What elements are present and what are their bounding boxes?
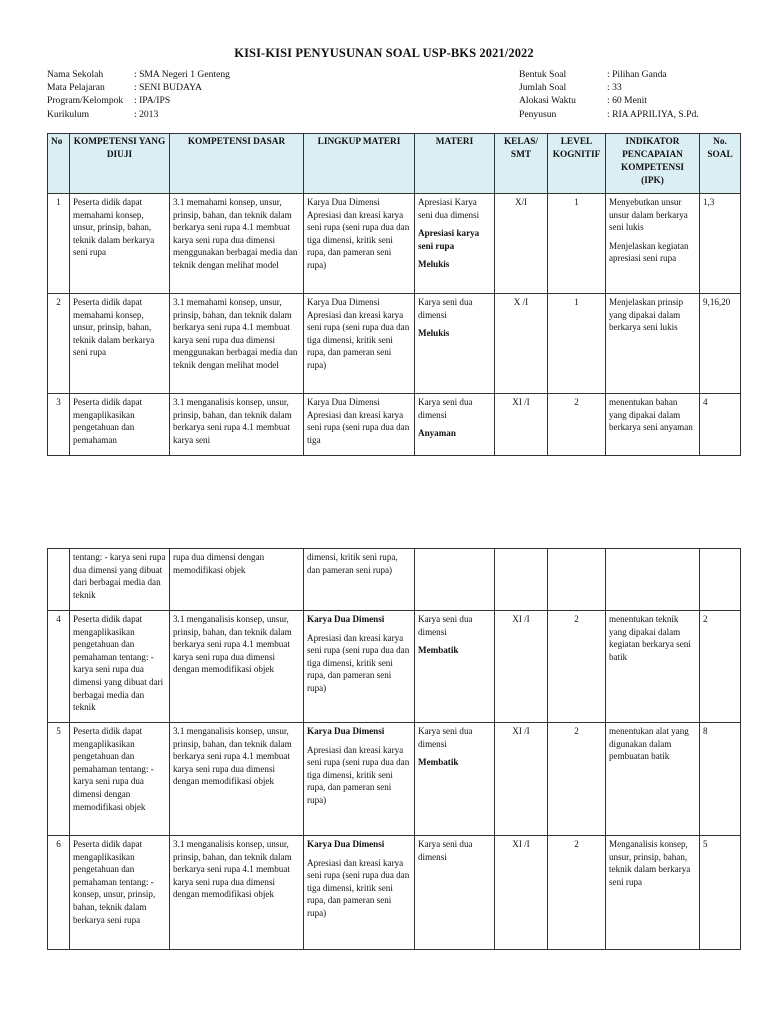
cell-lingkup-materi: Karya Dua Dimensi Apresiasi dan kreasi karya seni rupa (seni rupa dua dan tiga dimensi, kritik seni rupa, dan pameran seni rupa)	[304, 194, 415, 294]
cell-kompetensi-dasar: 3.1 menganalisis konsep, unsur, prinsip, bahan, dan teknik dalam berkarya seni rupa 4.1 membuat karya seni rupa dua dimensi dengan memodifikasi objek	[170, 836, 304, 950]
indikator-text: Menjelaskan kegiatan apresiasi seni rupa	[609, 240, 689, 264]
cell-indikator: menentukan teknik yang dipakai dalam kegiatan berkarya seni batik	[606, 611, 700, 723]
cell-lingkup-materi	[304, 611, 415, 723]
cell-lingkup-materi: Karya Dua Dimensi Apresiasi dan kreasi karya seni rupa (seni rupa dua dan tiga dimensi, kritik seni rupa, dan pameran seni rupa)	[304, 294, 415, 394]
info-value: : IPA/IPS	[134, 95, 171, 107]
cell-materi: Karya seni dua dimensi	[415, 836, 495, 950]
cell-kompetensi-dasar: 3.1 menganalisis konsep, unsur, prinsip, bahan, dan teknik dalam berkarya seni rupa 4.1 membuat karya seni rupa dua dimensi dengan memodifikasi objek	[170, 723, 304, 836]
materi-text: Membatik	[418, 645, 459, 656]
cell-indikator: menentukan bahan yang dipakai dalam berkarya seni anyaman	[606, 394, 700, 456]
cell-lingkup-materi: dimensi, kritik seni rupa, dan pameran seni rupa)	[304, 549, 415, 611]
cell-kompetensi: Peserta didik dapat mengaplikasikan pengetahuan dan pemahaman	[70, 394, 170, 456]
header-kompetensi: KOMPETENSI YANG DIUJI	[70, 134, 170, 194]
cell-level	[548, 549, 606, 611]
cell-lingkup-materi	[304, 836, 415, 950]
cell-no-soal: 5	[700, 836, 741, 950]
info-value: : SMA Negeri 1 Genteng	[134, 69, 230, 80]
info-right-block	[519, 68, 699, 121]
cell-kompetensi-dasar: 3.1 menganalisis konsep, unsur, prinsip, bahan, dan teknik dalam berkarya seni rupa 4.1 membuat karya seni	[170, 394, 304, 456]
cell-indikator	[606, 549, 700, 611]
cell-kelas: XI /I	[495, 394, 548, 456]
cell-no: 4	[48, 611, 70, 723]
materi-text: Apresiasi Karya seni dua dimensi	[418, 197, 480, 220]
document-title: KISI-KISI PENYUSUNAN SOAL USP-BKS 2021/2022	[234, 46, 534, 60]
header-lingkup-materi: LINGKUP MATERI	[304, 134, 415, 194]
cell-kompetensi: tentang: - karya seni rupa dua dimensi yang dibuat dari berbagai media dan teknik	[70, 549, 170, 611]
cell-level: 2	[548, 611, 606, 723]
cell-kompetensi: Peserta didik dapat memahami konsep, unsur, prinsip, bahan, teknik dalam berkarya seni rupa	[70, 294, 170, 394]
table-row	[48, 611, 741, 723]
cell-kelas: X /I	[495, 294, 548, 394]
cell-kompetensi: Peserta didik dapat mengaplikasikan pengetahuan dan pemahaman tentang: - konsep, unsur, prinsip, bahan, teknik dalam berkarya seni rupa	[70, 836, 170, 950]
kisi-kisi-table-continued	[47, 548, 741, 950]
info-label: Jumlah Soal	[519, 82, 567, 94]
header-indikator: INDIKATOR PENCAPAIAN KOMPETENSI (IPK)	[606, 134, 700, 194]
cell-no-soal: 2	[700, 611, 741, 723]
cell-materi	[415, 723, 495, 836]
cell-no-soal	[700, 549, 741, 611]
info-row	[47, 68, 230, 81]
lingkup-text: Apresiasi dan kreasi karya seni rupa (seni rupa dua dan tiga dimensi, kritik seni rupa, dan pameran seni rupa)	[307, 857, 410, 918]
cell-kelas: XI /I	[495, 836, 548, 950]
cell-no-soal: 4	[700, 394, 741, 456]
cell-level: 2	[548, 836, 606, 950]
info-row	[47, 94, 230, 107]
table-row	[48, 194, 741, 294]
cell-kelas	[495, 549, 548, 611]
info-value: : 60 Menit	[607, 95, 647, 107]
cell-materi	[415, 394, 495, 456]
materi-text: Karya seni dua dimensi	[418, 726, 473, 749]
cell-kompetensi: Peserta didik dapat mengaplikasikan pengetahuan dan pemahaman tentang: - karya seni rupa dua dimensi yang dibuat dari berbagai media dan teknik	[70, 611, 170, 723]
cell-indikator: Menganalisis konsep, unsur, prinsip, bahan, teknik dalam berkarya seni rupa	[606, 836, 700, 950]
cell-indikator: Menjelaskan prinsip yang dipakai dalam berkarya seni lukis	[606, 294, 700, 394]
info-row	[519, 81, 699, 94]
cell-kompetensi-dasar: 3.1 memahami konsep, unsur, prinsip, bahan, dan teknik dalam berkarya seni rupa 4.1 membuat karya seni rupa dua dimensi menggunakan berbagai media dan teknik dengan melihat model	[170, 294, 304, 394]
cell-materi	[415, 549, 495, 611]
header-kelas: KELAS/ SMT	[495, 134, 548, 194]
cell-no: 3	[48, 394, 70, 456]
cell-indikator	[606, 194, 700, 294]
cell-no: 5	[48, 723, 70, 836]
cell-no-soal: 8	[700, 723, 741, 836]
info-label: Alokasi Waktu	[519, 95, 576, 107]
cell-no: 1	[48, 194, 70, 294]
cell-kompetensi-dasar: rupa dua dimensi dengan memodifikasi objek	[170, 549, 304, 611]
cell-level: 2	[548, 723, 606, 836]
cell-level: 1	[548, 294, 606, 394]
info-value: : 33	[607, 82, 622, 94]
cell-kompetensi-dasar: 3.1 memahami konsep, unsur, prinsip, bahan, dan teknik dalam berkarya seni rupa 4.1 membuat karya seni rupa dua dimensi menggunakan berbagai media dan teknik dengan melihat model	[170, 194, 304, 294]
lingkup-text: Apresiasi dan kreasi karya seni rupa (seni rupa dua dan tiga dimensi, kritik seni rupa, dan pameran seni rupa)	[307, 632, 410, 693]
info-value: : RIA APRILIYA, S.Pd.	[607, 108, 699, 120]
info-label: Nama Sekolah	[47, 69, 104, 80]
info-row	[519, 68, 699, 81]
header-no-soal: No. SOAL	[700, 134, 741, 194]
info-value: : Pilihan Ganda	[607, 69, 667, 80]
cell-indikator: menentukan alat yang digunakan dalam pembuatan batik	[606, 723, 700, 836]
materi-text: Melukis	[418, 328, 450, 339]
indikator-text: Menyebutkan unsur unsur dalam berkarya seni lukis	[609, 197, 688, 233]
info-value: : SENI BUDAYA	[134, 82, 202, 94]
lingkup-title: Karya Dua Dimensi	[307, 726, 385, 736]
materi-text: Karya seni dua dimensi	[418, 297, 473, 320]
lingkup-title: Karya Dua Dimensi	[307, 839, 385, 849]
cell-no: 2	[48, 294, 70, 394]
cell-kompetensi-dasar: 3.1 menganalisis konsep, unsur, prinsip, bahan, dan teknik dalam berkarya seni rupa 4.1 membuat karya seni rupa dua dimensi dengan memodifikasi objek	[170, 611, 304, 723]
header-kompetensi-dasar: KOMPETENSI DASAR	[170, 134, 304, 194]
info-row	[519, 108, 699, 121]
cell-materi	[415, 294, 495, 394]
table-header-row	[48, 134, 741, 194]
materi-text: Melukis	[418, 259, 450, 270]
info-row	[47, 81, 230, 94]
cell-no-soal: 9,16,20	[700, 294, 741, 394]
cell-level: 1	[548, 194, 606, 294]
materi-text: Karya seni dua dimensi	[418, 397, 473, 420]
cell-kompetensi: Peserta didik dapat memahami konsep, unsur, prinsip, bahan, teknik dalam berkarya seni rupa	[70, 194, 170, 294]
cell-lingkup-materi: Karya Dua Dimensi Apresiasi dan kreasi karya seni rupa (seni rupa dua dan tiga	[304, 394, 415, 456]
header-level: LEVEL KOGNITIF	[548, 134, 606, 194]
info-value: : 2013	[134, 108, 159, 120]
info-left-block	[47, 68, 230, 121]
cell-kelas: X/I	[495, 194, 548, 294]
info-row	[47, 108, 230, 121]
info-label: Penyusun	[519, 108, 557, 120]
header-no: No	[48, 134, 70, 194]
table-row-continuation	[48, 549, 741, 611]
cell-materi	[415, 194, 495, 294]
materi-text: Apresiasi karya seni rupa	[418, 228, 480, 251]
cell-kelas: XI /I	[495, 611, 548, 723]
info-label: Program/Kelompok	[47, 95, 124, 107]
materi-text: Anyaman	[418, 428, 456, 439]
lingkup-title: Karya Dua Dimensi	[307, 614, 385, 624]
table-row	[48, 836, 741, 950]
header-materi: MATERI	[415, 134, 495, 194]
info-label: Bentuk Soal	[519, 69, 567, 80]
table-row	[48, 294, 741, 394]
cell-materi	[415, 611, 495, 723]
cell-kompetensi: Peserta didik dapat mengaplikasikan pengetahuan dan pemahaman tentang: - karya seni rupa dua dimensi dengan memodifikasi objek	[70, 723, 170, 836]
info-label: Mata Pelajaran	[47, 82, 105, 94]
lingkup-text: Apresiasi dan kreasi karya seni rupa (seni rupa dua dan tiga dimensi, kritik seni rupa, dan pameran seni rupa)	[307, 744, 410, 805]
cell-level: 2	[548, 394, 606, 456]
info-label: Kurikulum	[47, 108, 90, 120]
cell-no-soal: 1,3	[700, 194, 741, 294]
cell-no: 6	[48, 836, 70, 950]
kisi-kisi-table	[47, 133, 741, 456]
materi-text: Membatik	[418, 757, 459, 768]
cell-no	[48, 549, 70, 611]
table-row	[48, 394, 741, 456]
cell-lingkup-materi	[304, 723, 415, 836]
cell-kelas: XI /I	[495, 723, 548, 836]
info-row	[519, 94, 699, 107]
materi-text: Karya seni dua dimensi	[418, 614, 473, 637]
table-row	[48, 723, 741, 836]
